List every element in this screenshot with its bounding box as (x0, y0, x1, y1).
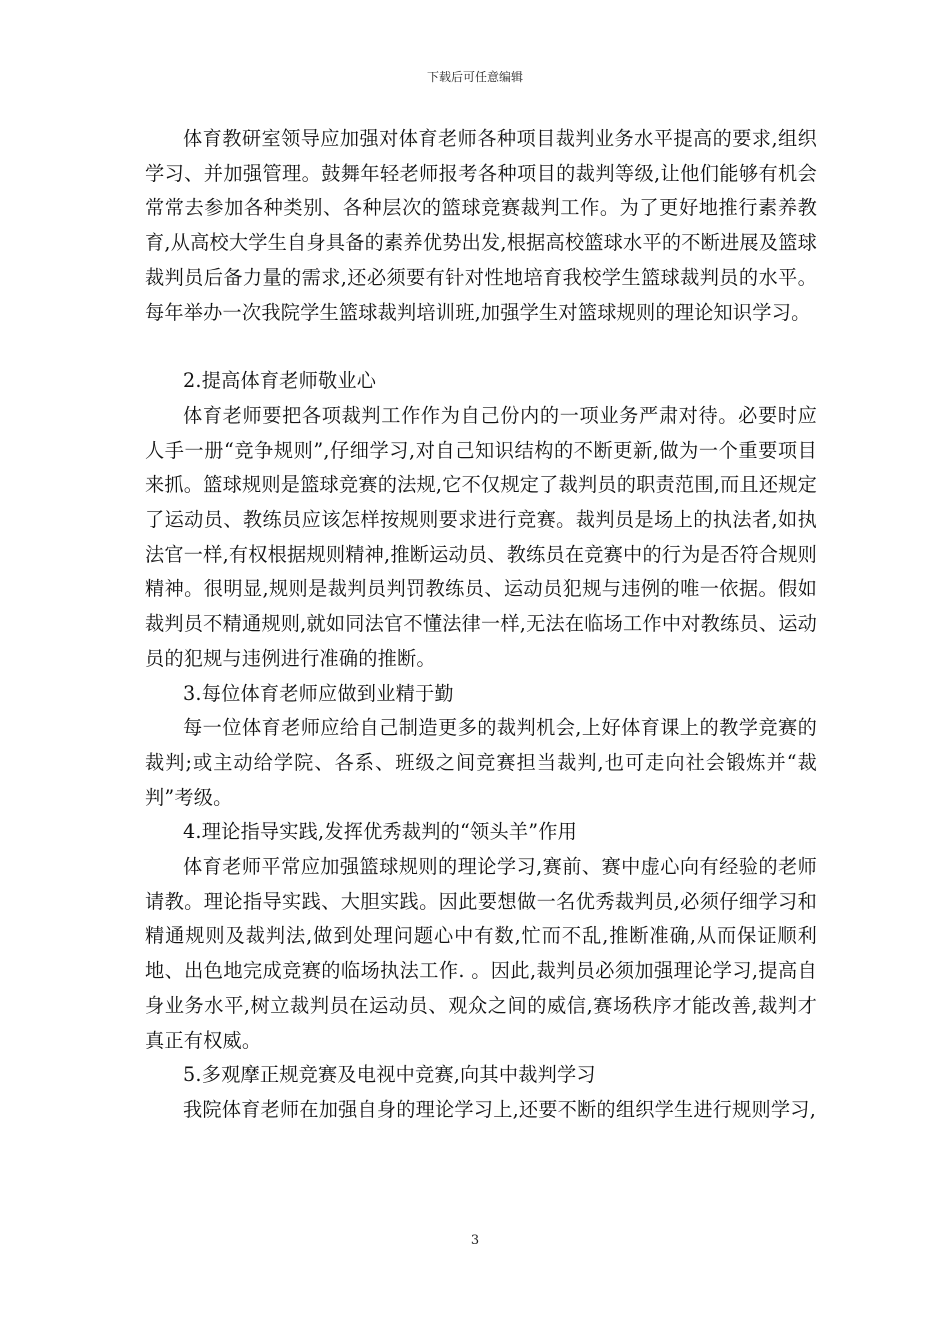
page-header: 下载后可任意编辑 (426, 70, 523, 84)
paragraph-theory-practice: 体育老师平常应加强篮球规则的理论学习,赛前、赛中虚心向有经验的老师请教。理论指导实践、大胆实践。因此要想做一名优秀裁判员,必须仔细学习和精通规则及裁判法,做到处理问题心中有数,忙而不乱,推断准确,从而保证顺利地、出色地完成竞赛的临场执法工作. 。因此,裁判员必须加强理论学习,提高自身业务水平,树立裁判员在运动员、观众之间的威信,赛场秩序才能改善,裁判才真正有权威。 (145, 855, 817, 1052)
paragraph-observe-games: 我院体育老师在加强自身的理论学习上,还要不断的组织学生进行规则学习, (183, 1097, 816, 1121)
paragraph-dedication: 体育老师要把各项裁判工作作为自己份内的一项业务严肃对待。必要时应人手一册“竞争规则”,仔细学习,对自己知识结构的不断更新,做为一个重要项目来抓。篮球规则是篮球竞赛的法规,它不仅规定了裁判员的职责范围,而且还规定了运动员、教练员应该怎样按规则要求进行竞赛。裁判员是场上的执法者,如执法官一样,有权根据规则精神,推断运动员、教练员在竞赛中的行为是否符合规则精神。很明显,规则是裁判员判罚教练员、运动员犯规与违例的唯一依据。假如裁判员不精通规则,就如同法官不懂法律一样,无法在临场工作中对教练员、运动员的犯规与违例进行准确的推断。 (145, 403, 817, 670)
heading-dedication: 2.提高体育老师敬业心 (183, 369, 377, 393)
paragraph-teaching-office: 体育教研室领导应加强对体育老师各种项目裁判业务水平提高的要求,组织学习、并加强管理。鼓舞年轻老师报考各种项目的裁判等级,让他们能够有机会常常去参加各种类别、各种层次的篮球竞赛裁判工作。为了更好地推行素养教育,从高校大学生自身具备的素养优势出发,根据高校篮球水平的不断进展及篮球裁判员后备力量的需求,还必须要有针对性地培育我校学生篮球裁判员的水平。每年举办一次我院学生篮球裁判培训班,加强学生对篮球规则的理论知识学习。 (145, 127, 817, 324)
paragraph-gap (145, 330, 817, 364)
heading-theory-practice: 4.理论指导实践,发挥优秀裁判的“领头羊”作用 (183, 820, 577, 844)
heading-diligence: 3.每位体育老师应做到业精于勤 (183, 681, 454, 705)
heading-observe-games: 5.多观摩正规竞赛及电视中竞赛,向其中裁判学习 (183, 1063, 596, 1087)
document-body (145, 122, 817, 1128)
page-number: 3 (470, 1233, 480, 1248)
paragraph-diligence: 每一位体育老师应给自己制造更多的裁判机会,上好体育课上的教学竞赛的裁判;或主动给学院、各系、班级之间竞赛担当裁判,也可走向社会锻炼并“裁判”考级。 (145, 716, 817, 809)
